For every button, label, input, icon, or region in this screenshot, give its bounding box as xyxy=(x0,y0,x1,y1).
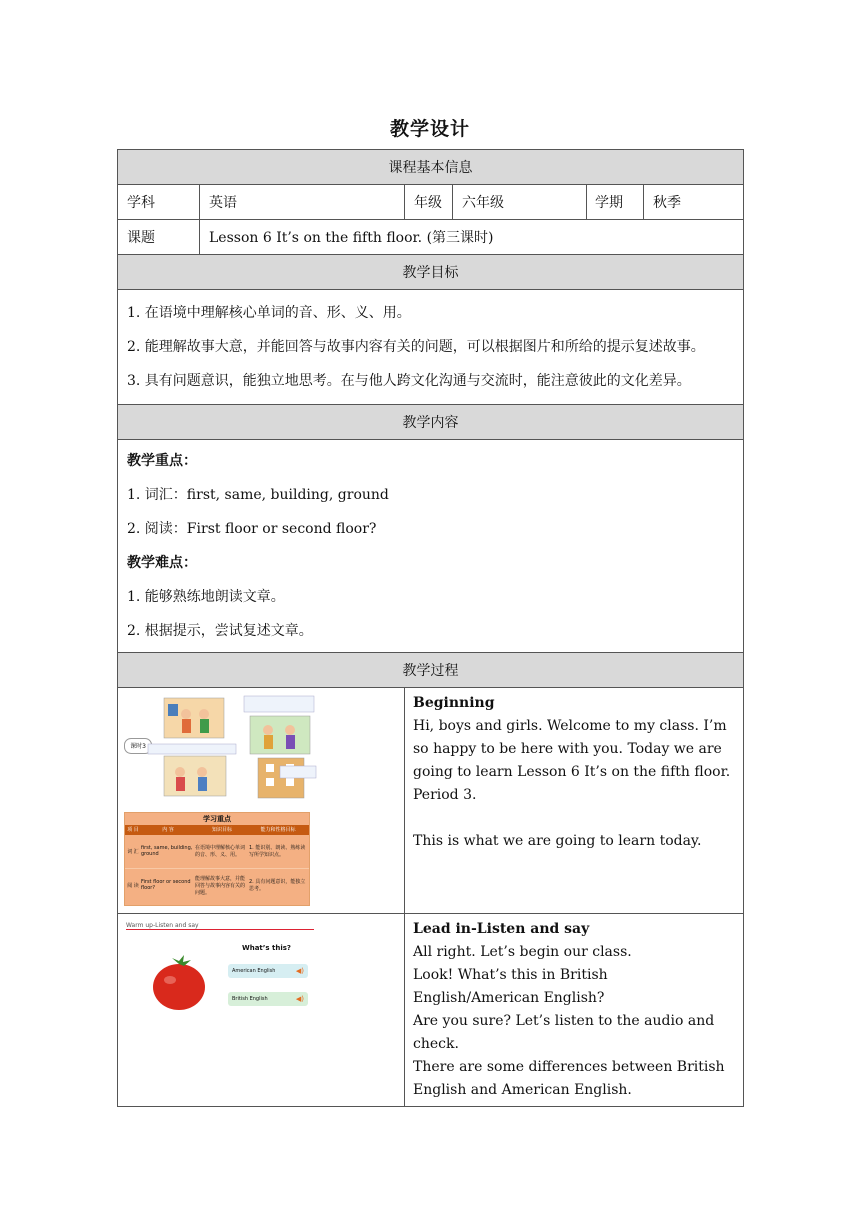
british-english-label: British English xyxy=(232,996,268,1002)
subject-label: 学科 xyxy=(118,185,200,220)
step-line: Are you sure? Let’s listen to the audio and check. xyxy=(413,1013,715,1052)
key-point-item: 2. 阅读：First floor or second floor? xyxy=(127,521,377,537)
step-line: Hi, boys and girls. Welcome to my class. I’m so happy to be here with you. Today we are going to learn Lesson 6 It’s on the fifth floor. Period 3. xyxy=(413,718,731,803)
focus-cell: first, same, building, ground xyxy=(141,845,193,857)
focus-cell: 阅 读 xyxy=(127,882,139,889)
slide-heading: Warm up-Listen and say xyxy=(126,922,314,930)
american-english-label: American English xyxy=(232,968,276,974)
focus-col-header: 项 目 xyxy=(127,827,139,833)
key-points-label: 教学重点： xyxy=(127,453,197,469)
term-cell xyxy=(587,185,744,220)
difficulty-label: 教学难点： xyxy=(127,555,197,571)
objective-item: 1. 在语境中理解核心单词的音、形、义、用。 xyxy=(127,305,411,321)
term-label: 学期 xyxy=(587,185,644,219)
topic-value: Lesson 6 It’s on the fifth floor. (第三课时) xyxy=(200,220,744,255)
step-line: There are some differences between British English and American English. xyxy=(413,1059,725,1098)
focus-col-header: 能力和性格目标 xyxy=(260,827,296,833)
american-english-button[interactable] xyxy=(228,964,308,978)
step-line: Look! What’s this in British English/American English? xyxy=(413,967,608,1006)
lesson-plan-table xyxy=(117,149,744,1107)
focus-cell: First floor or second floor? xyxy=(141,879,191,891)
content-body xyxy=(118,440,744,653)
leadin-slide-cell xyxy=(118,914,405,1107)
period-badge: 课时3 xyxy=(124,738,152,754)
focus-cell: 词 汇 xyxy=(127,848,139,855)
difficulty-item: 1. 能够熟练地朗读文章。 xyxy=(127,589,285,605)
focus-col-header: 内 容 xyxy=(162,827,174,833)
subject-value: 英语 xyxy=(200,185,405,220)
objectives-header: 教学目标 xyxy=(118,255,744,290)
objectives-body xyxy=(118,290,744,405)
process-header: 教学过程 xyxy=(118,653,744,688)
step-title: Lead in-Listen and say xyxy=(413,921,590,937)
beginning-slide-image xyxy=(124,694,318,908)
tomato-icon xyxy=(150,952,208,1012)
beginning-slide-cell xyxy=(118,688,405,914)
content-header: 教学内容 xyxy=(118,405,744,440)
objective-item: 2. 能理解故事大意，并能回答与故事内容有关的问题，可以根据图片和所给的提示复述故事。 xyxy=(127,339,705,355)
learning-focus-table xyxy=(124,812,310,906)
step-title: Beginning xyxy=(413,695,495,711)
grade-label: 年级 xyxy=(405,185,453,220)
beginning-text-cell xyxy=(405,688,744,914)
learning-focus-title: 学习重点 xyxy=(203,814,231,823)
grade-value: 六年级 xyxy=(453,185,587,220)
topic-label: 课题 xyxy=(118,220,200,255)
leadin-slide-image xyxy=(124,922,318,1022)
step-line: All right. Let’s begin our class. xyxy=(413,944,632,960)
document-title: 教学设计 xyxy=(389,118,470,140)
british-english-button[interactable] xyxy=(228,992,308,1006)
leadin-text-cell xyxy=(405,914,744,1107)
speaker-icon: ◀) xyxy=(295,995,304,1003)
key-point-item: 1. 词汇：first, same, building, ground xyxy=(127,487,389,503)
step-line: This is what we are going to learn today. xyxy=(413,833,702,849)
focus-cell: 2. 具有问题意识，能独立思考。 xyxy=(249,879,306,892)
speaker-icon: ◀) xyxy=(295,967,304,975)
term-value: 秋季 xyxy=(653,195,681,211)
question-text: What’s this? xyxy=(242,944,291,952)
story-comic-illustration xyxy=(146,694,318,800)
focus-col-header: 知识目标 xyxy=(211,827,232,833)
focus-cell: 在语境中理解核心单词的音、形、义、用。 xyxy=(195,845,246,858)
focus-cell: 能理解故事大意，并能回答与故事内容有关的问题。 xyxy=(195,875,246,896)
basic-info-header: 课程基本信息 xyxy=(118,150,744,185)
focus-cell: 1. 能识别、朗读、熟练读写所学知识点。 xyxy=(249,845,306,858)
objective-item: 3. 具有问题意识，能独立地思考。在与他人跨文化沟通与交流时，能注意彼此的文化差异。 xyxy=(127,373,691,389)
difficulty-item: 2. 根据提示，尝试复述文章。 xyxy=(127,623,313,639)
